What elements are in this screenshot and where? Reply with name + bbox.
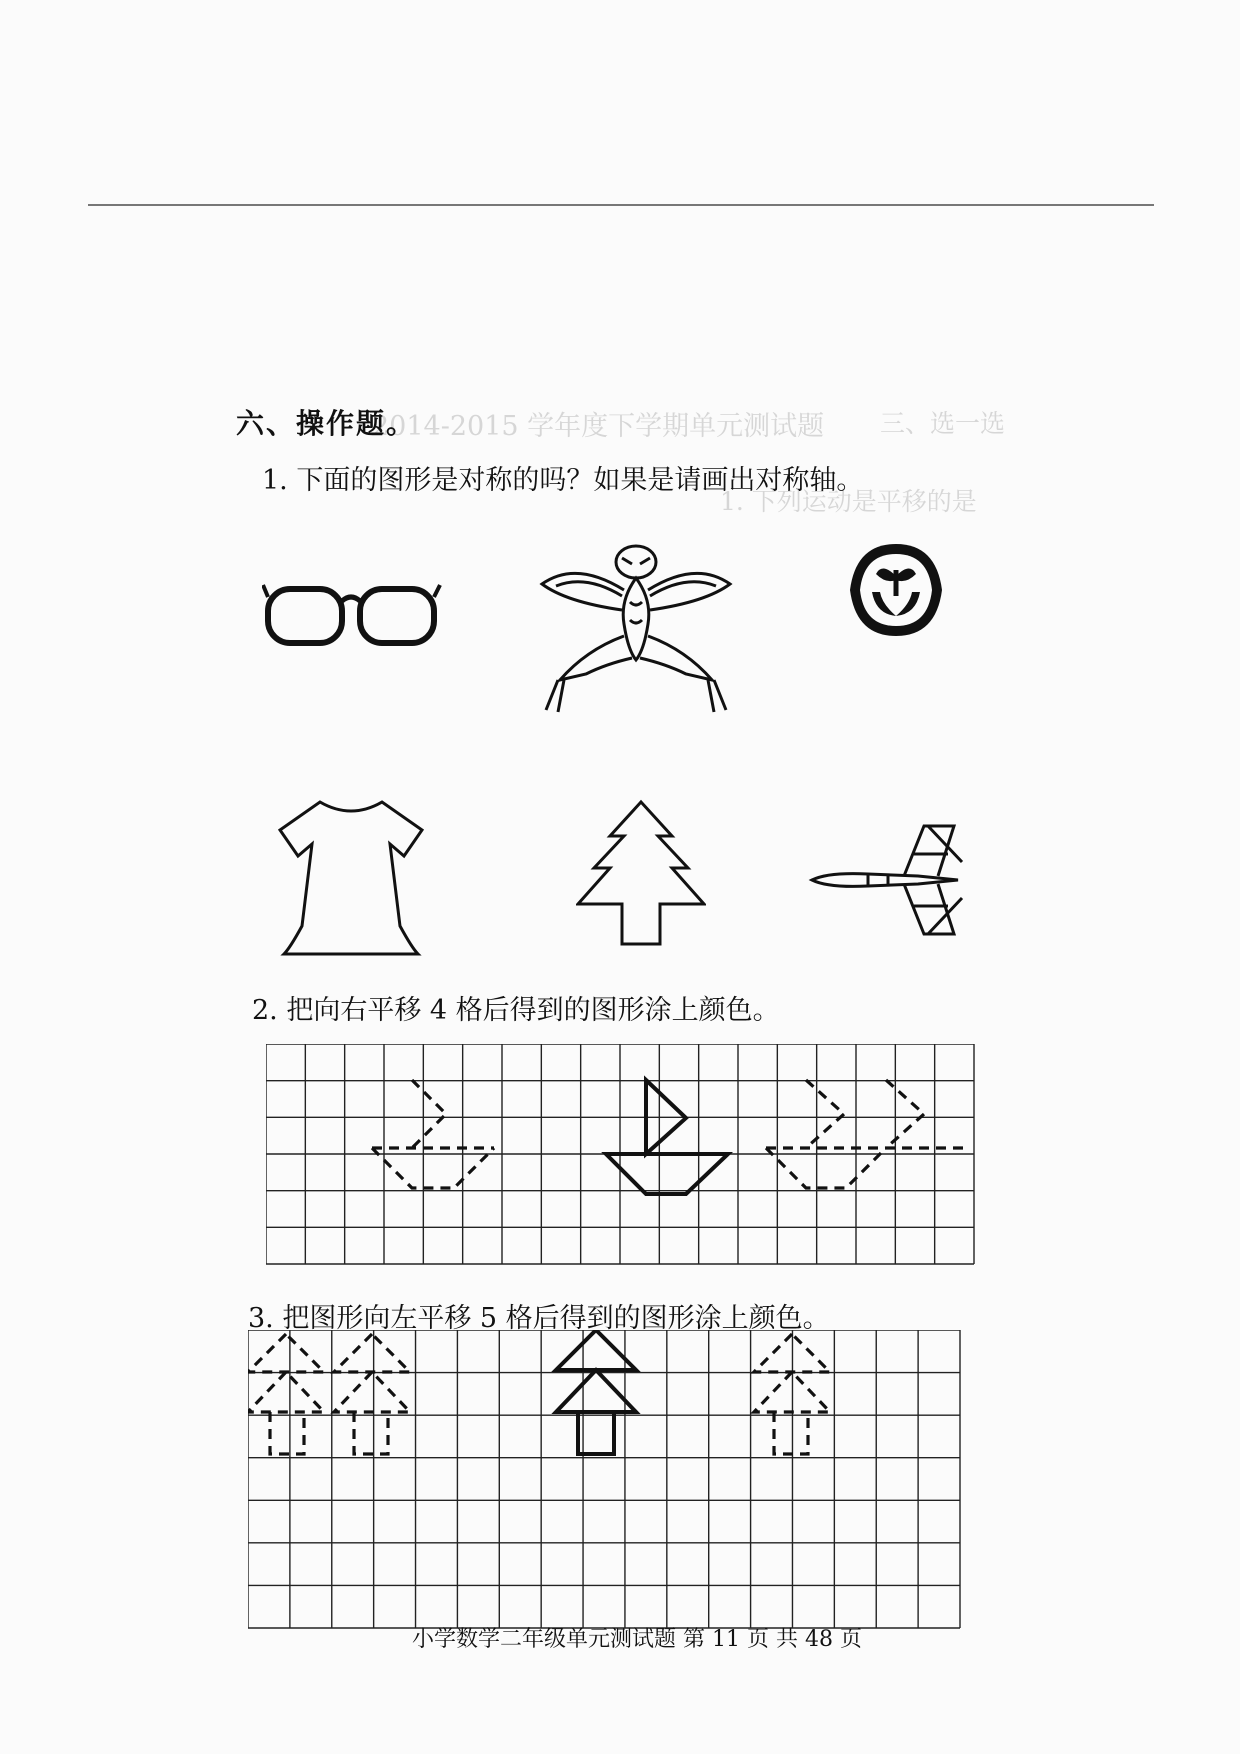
dashed-tree-1 — [248, 1334, 324, 1454]
translation-grid-left — [248, 1330, 962, 1630]
page-footer: 小学数学二年级单元测试题 第 11 页 共 48 页 — [412, 1627, 862, 1652]
dress-icon — [276, 798, 426, 960]
glasses-icon — [262, 575, 442, 655]
pine-tree-icon — [576, 798, 706, 948]
bleed-through-margin-2: 1. 下列运动是平移的是 — [720, 487, 977, 516]
bleed-through-header: 2014-2015 学年度下学期单元测试题 — [372, 411, 825, 442]
dashed-candidate-shape-right — [766, 1080, 966, 1148]
solid-tree — [556, 1330, 636, 1454]
question-1-prompt: 1. 下面的图形是对称的吗？如果是请画出对称轴。 — [262, 465, 864, 496]
question-2-prompt: 2. 把向右平移 4 格后得到的图形涂上颜色。 — [252, 995, 780, 1026]
dashed-candidate-shape-left — [766, 1080, 886, 1188]
page-top-rule — [88, 204, 1154, 206]
sprout-hands-icon — [846, 540, 946, 640]
section-title: 六、操作题。 — [236, 407, 417, 440]
question-3-prompt: 3. 把图形向左平移 5 格后得到的图形涂上颜色。 — [248, 1303, 830, 1334]
dashed-tree-2 — [334, 1334, 410, 1454]
airplane-icon — [808, 822, 968, 938]
bleed-through-margin-1: 三、选一选 — [880, 409, 1006, 438]
solid-candidate-shape — [606, 1080, 728, 1194]
kite-icon — [536, 540, 736, 740]
dashed-original-shape — [372, 1080, 494, 1188]
translation-grid-right — [266, 1044, 976, 1266]
